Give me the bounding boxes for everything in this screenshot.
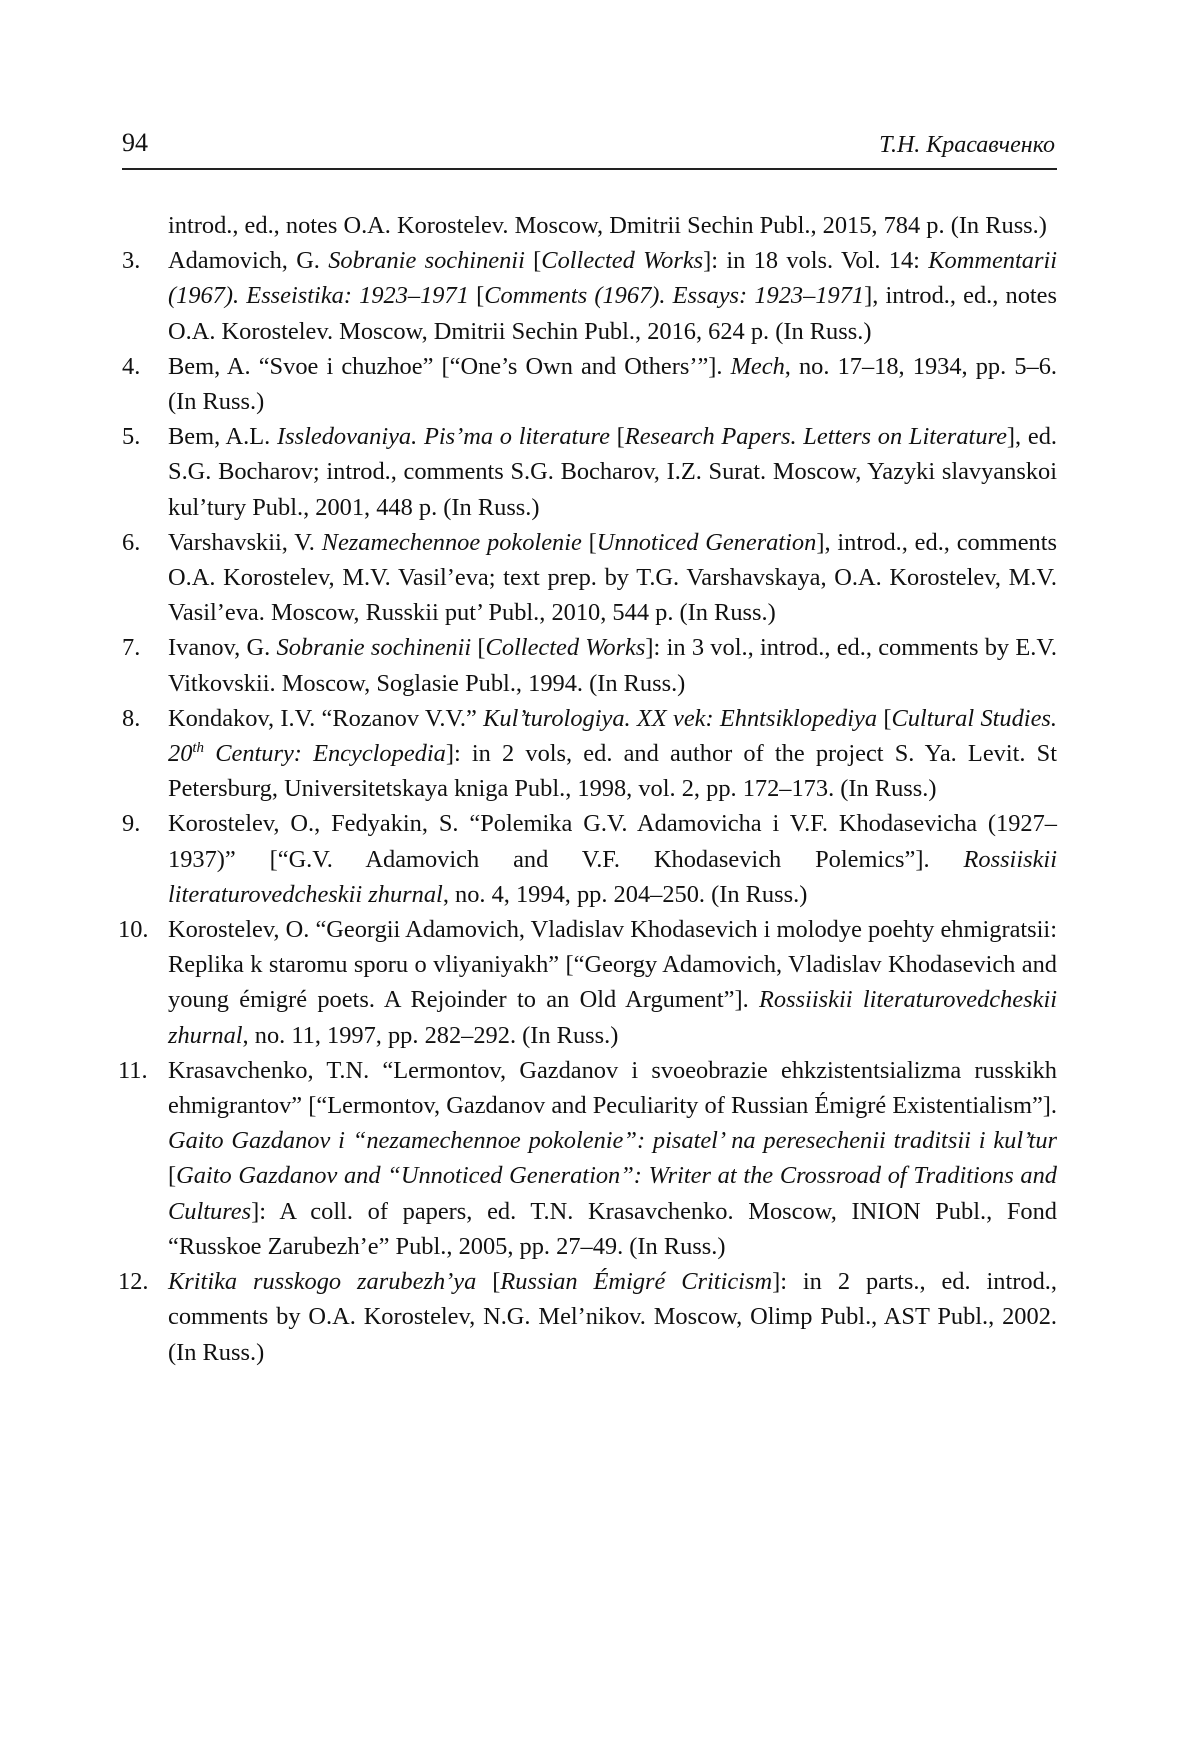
reference-title-text: Sobranie sochinenii (276, 634, 472, 662)
reference-text: [ (476, 1268, 501, 1296)
reference-title-text: Kommentarii (1967). Esseistika: 1923–1971 (168, 247, 1057, 310)
header-author: Т.Н. Красавченко (879, 132, 1055, 158)
reference-text: Ivanov, G. (168, 634, 277, 662)
reference-text: [ (581, 528, 597, 556)
reference-text: introd., ed., notes O.A. Korostelev. Moscow, Dmitrii Sechin Publ., 2015, 784 p. (In Russ.) (168, 212, 1047, 239)
reference-number: 3. (122, 247, 141, 275)
reference-text: , no. 11, 1997, pp. 282–292. (In Russ.) (242, 1021, 619, 1049)
reference-item (122, 630, 1057, 700)
running-header (122, 124, 1057, 170)
reference-text: ]: in 2 parts., ed. introd., comments by O.A. Korostelev, N.G. Mel’nikov. Moscow, Olimp Publ., AST Publ., 2002. (In Russ.) (168, 1268, 1057, 1366)
reference-text: [ (168, 1162, 177, 1190)
reference-number: 6. (122, 528, 141, 556)
reference-item (118, 912, 1057, 1053)
reference-title-text: Comments (1967). Essays: 1923–1971 (484, 282, 865, 310)
reference-text: Adamovich, G. (168, 247, 329, 275)
reference-text: Varshavskii, V. (168, 528, 322, 556)
reference-text: , no. 17–18, 1934, pp. 5–6. (In Russ.) (168, 352, 1058, 416)
reference-text: , no. 4, 1994, pp. 204–250. (In Russ.) (442, 880, 808, 908)
reference-text: [ (471, 634, 486, 662)
reference-text: Korostelev, O., Fedyakin, S. “Polemika G.V. Adamovicha i V.F. Khodasevicha (1927–1937)” [“G.V. Adamovich and V.F. Khodasevich Polemics”]. (168, 810, 1057, 873)
reference-title-text: Gaito Gazdanov i “nezamechennoe pokolenie”: pisatel’ na peresechenii traditsii i kul’tur (168, 1127, 1057, 1155)
reference-title-text: Kritika russkogo zarubezh’ya (168, 1268, 477, 1296)
reference-text: [ (877, 704, 892, 732)
reference-title-text: Unnoticed Generation (596, 528, 817, 556)
reference-text: Korostelev, O. “Georgii Adamovich, Vladislav Khodasevich i molodye poehty ehmigratsii: Replika k staromu sporu o vliyaniyakh” [“Georgy Adamovich, Vladislav Khodasevich and young émigré poets. A Rejoinder to an Old Argument”]. (168, 916, 1057, 1014)
reference-item (122, 701, 1057, 807)
reference-text: Bem, A.L. (168, 423, 277, 451)
reference-text: ], introd., ed., comments O.A. Korostelev, M.V. Vasil’eva; text prep. by T.G. Varshavskaya, O.A. Korostelev, M.V. Vasil’eva. Moscow, Russkii put’ Publ., 2010, 544 p. (In Russ.) (168, 528, 1057, 627)
reference-text: ]: in 18 vols. Vol. 14: (703, 247, 929, 275)
reference-text: ], introd., ed., notes O.A. Korostelev. Moscow, Dmitrii Sechin Publ., 2016, 624 p. (In Russ.) (168, 282, 1057, 345)
reference-title-text: Collected Works (485, 634, 646, 662)
reference-text: [ (468, 282, 485, 310)
reference-title-text: Gaito Gazdanov and “Unnoticed Generation”: Writer at the Crossroad of Traditions and Cultures (168, 1162, 1057, 1225)
reference-text: ]: A coll. of papers, ed. T.N. Krasavchenko. Moscow, INION Publ., Fond “Russkoe Zarubezh’e” Publ., 2005, pp. 27–49. (In Russ.) (168, 1197, 1057, 1260)
reference-text: ]: in 3 vol., introd., ed., comments by E.V. Vitkovskii. Moscow, Soglasie Publ., 1994. (In Russ.) (168, 634, 1057, 697)
reference-text: Kondakov, I.V. “Rozanov V.V.” (168, 704, 484, 732)
page-number: 94 (122, 128, 148, 157)
reference-title-text: Issledovaniya. Pis’ma o literature (277, 423, 610, 451)
reference-title-text: Cultural Studies. 20 (168, 704, 1057, 768)
reference-text: Krasavchenko, T.N. “Lermontov, Gazdanov i svoeobrazie ehkzistentsializma russkikh ehmigrantov” [“Lermontov, Gazdanov and Peculiarity of Russian Émigré Existentialism”]. (168, 1056, 1057, 1120)
reference-item (122, 806, 1057, 912)
reference-title-text: Nezamechennoe pokolenie (321, 528, 582, 556)
reference-title-text: Russian Émigré Criticism (500, 1268, 773, 1296)
reference-text: Bem, A. “Svoe i chuzhoe” [“One’s Own and Others’”]. (168, 352, 731, 380)
reference-number: 10. (118, 916, 149, 944)
reference-title-text: th (192, 739, 205, 756)
reference-number: 4. (122, 352, 141, 380)
reference-item (122, 243, 1057, 349)
reference-title-text: Rossiiskii literaturovedcheskii zhurnal (168, 986, 1057, 1049)
reference-number: 11. (118, 1056, 148, 1084)
reference-item (122, 349, 1057, 419)
reference-title-text: Collected Works (541, 247, 704, 275)
reference-title-text: Sobranie sochinenii (328, 247, 525, 275)
reference-item (122, 525, 1057, 631)
reference-item (122, 208, 1057, 243)
reference-number: 5. (122, 423, 141, 451)
reference-list (118, 208, 1058, 1370)
reference-item (118, 1053, 1057, 1264)
reference-text: ]: in 2 vols, ed. and author of the project S. Ya. Levit. St Petersburg, Universitetskaya kniga Publ., 1998, vol. 2, pp. 172–173. (In Russ.) (168, 740, 1057, 803)
reference-title-text: Rossiiskii literaturovedcheskii zhurnal (168, 845, 1057, 908)
reference-text: [ (524, 247, 542, 275)
reference-item (118, 1264, 1057, 1370)
reference-title-text: Research Papers. Letters on Literature (624, 423, 1007, 451)
reference-title-text: Mech (730, 352, 785, 380)
reference-text: [ (609, 423, 625, 451)
reference-title-text: Century: Encyclopedia (204, 740, 446, 768)
reference-item (122, 419, 1057, 525)
reference-title-text: Kul’turologiya. XX vek: Ehntsiklopediya (483, 704, 878, 732)
reference-number: 12. (118, 1268, 149, 1296)
reference-number: 7. (122, 634, 141, 662)
reference-number: 9. (122, 810, 141, 838)
reference-text: ], ed. S.G. Bocharov; introd., comments S.G. Bocharov, I.Z. Surat. Moscow, Yazyki slavyanskoi kul’tury Publ., 2001, 448 p. (In Russ.) (168, 423, 1057, 521)
reference-number: 8. (122, 704, 141, 732)
